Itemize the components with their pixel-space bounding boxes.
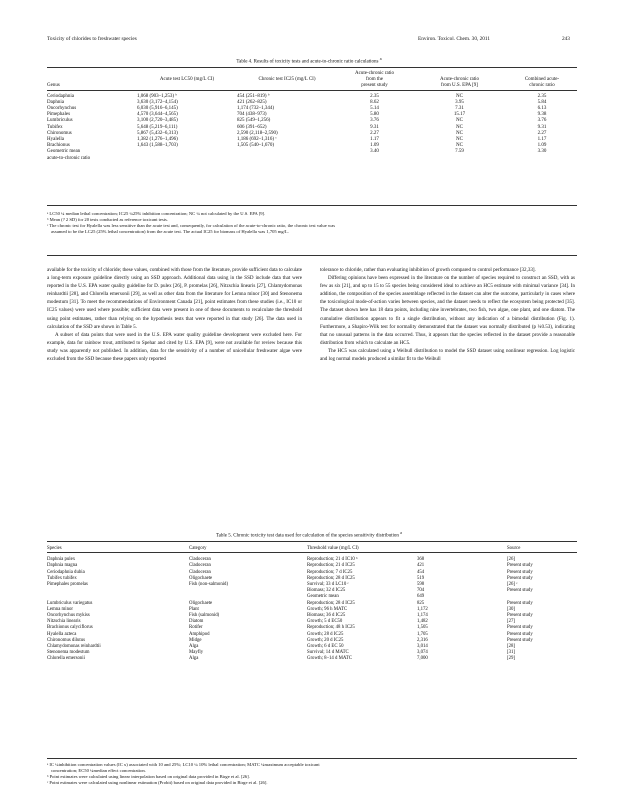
table4-cell-present: 8.62 bbox=[370, 99, 379, 105]
table5-cell-category: Cladoceran bbox=[189, 569, 211, 575]
table4-col-chronic: Chronic test IC25 (mg/L CI) bbox=[258, 77, 316, 83]
table5-cell-species: Hyalella azteca bbox=[47, 631, 77, 637]
table5-col-category: Category bbox=[189, 546, 207, 551]
table5-cell-species: Chlorella emersonii bbox=[47, 656, 85, 662]
table5-cell-threshold: Reproduction; 28 d IC25 bbox=[307, 575, 355, 581]
table5-cell-value: 421 bbox=[417, 563, 425, 569]
running-title: Toxicity of chlorides to freshwater species bbox=[47, 36, 137, 42]
table4-cell-genus: Ceriodaphnia bbox=[47, 93, 74, 99]
table4-cell-acute: 3,630 (3,172–4,154) bbox=[137, 99, 178, 105]
table4-cell-acute: 5,867 (5,432–6,313) bbox=[137, 130, 178, 136]
table5-cell-category: Oligochaete bbox=[189, 600, 213, 606]
body-paragraph: Differing opinions have been expressed in the literature on the number of species required to construct an SSD, with as few as six [21], and up to 15 to 55 species being considered ideal to achieve an HC5 estimate with minimal variance [34]. In addition, the composition of the species assemblage reflected in the dataset can alter the outcome, particularly in cases where the toxicological mode-of-action varies between species, and the dataset needs to reflect the ecosystem being protected [35]. The dataset shown here has 18 data points, including nine invertebrates, two fish, two algae, one plant, and one diatom. The cumulative distribution appears to fit a single distribution, without any indication of a bimodal distribution (Fig. 1). Furthermore, a Shapiro-Wilk test for normality demonstrated that the dataset was normally distributed (p ¼0.53), indicating that no unusual patterns in the data occurred. Thus, it appears that the species reflected in the dataset provide a reasonable distribution from which to calculate an HC5. bbox=[320, 275, 575, 346]
table4-cell-genus: Chironomus bbox=[47, 130, 72, 136]
table5-cell-category: Alga bbox=[189, 644, 199, 650]
table4-cell-genus: Oncorhynchus bbox=[47, 106, 77, 112]
table5-cell-category: Midge bbox=[189, 637, 202, 643]
journal-citation: Environ. Toxicol. Chem. 30, 2011 bbox=[418, 36, 491, 42]
table5-cell-category: Fish (salmonid) bbox=[189, 613, 220, 619]
table4-footnotes: ᵃ LC50 ¼ median lethal concentration; IC25 ¼25% inhibition concentration; NC ¼ not calculated by the U.S. EPA [9]. ᵇ Mean (? 2 SD) for 20 tests conducted as reference toxicant tests. ᶜ The chronic test for Hyalella was less sensitive than the acute test and, consequently, for calculation of the acute-to-chronic ratio, the chronic test value was assumed to be the LC25 (25% lethal concentration) from the acute test. The actual IC25 for biomass of Hyalella was 1,705 mg/L. bbox=[47, 211, 336, 234]
table5-cell-threshold: Survival; 33 d LC10 ᶜ bbox=[307, 582, 349, 588]
table4-cell-present: 2.27 bbox=[370, 130, 379, 136]
table4-cell-combined: 9.31 bbox=[537, 124, 547, 130]
table5-cell-source: Present study bbox=[507, 588, 533, 594]
table4-cell-combined: 1.09 bbox=[537, 143, 547, 149]
table4-cell-chronic: 1,174 (732–1,344) bbox=[237, 106, 275, 112]
table5-cell-threshold: Growth; 5 d EC50 bbox=[307, 619, 343, 625]
table4-col-acr-present: Acute-chronic ratio bbox=[354, 71, 394, 76]
table5-cell-species: Stenonema modestum bbox=[47, 650, 90, 656]
table5-cell-species: Lemna minor bbox=[47, 606, 73, 612]
table5-cell-value: 1,172 bbox=[417, 606, 428, 612]
table5-cell-source: [29] bbox=[507, 656, 515, 662]
body-paragraph: A subset of data points that were used in the U.S. EPA water quality guideline development were excluded here. For example, data for rainbow trout, attributed to Spehar and cited by U.S. EPA [9], were not available for review because this study was apparently not published. In addition, data for the sensitivity of a number of unicellular freshwater algae were excluded from the SSD because these papers only reported bbox=[47, 331, 302, 363]
table4-cell-epa: NC bbox=[456, 124, 463, 130]
table5-cell-value: 1,505 bbox=[417, 625, 428, 631]
table4-cell-genus: Pimephales bbox=[47, 112, 71, 118]
table5-cell-species: Nitzschia linearis bbox=[47, 619, 81, 625]
table4-bottom-rule bbox=[47, 205, 577, 206]
table4-cell-combined: 3.76 bbox=[537, 118, 547, 124]
table5-col-source: Source bbox=[507, 546, 521, 551]
table5-col-threshold: Threshold value (mg/L CI) bbox=[307, 546, 359, 551]
table5-cell-species: Daphnia magna bbox=[47, 563, 78, 569]
table4-cell-chronic: 704 (438–973) bbox=[237, 112, 267, 118]
table5-cell-species: Ceriodaphnia dubia bbox=[47, 569, 85, 575]
table4-body bbox=[47, 94, 577, 150]
table5-col-species: Species bbox=[47, 546, 62, 551]
table5-cell-threshold: Reproduction; 48 h IC25 bbox=[307, 625, 355, 631]
table4-cell-epa: NC bbox=[456, 118, 463, 124]
table5-cell-value: 1,174 bbox=[417, 613, 428, 619]
table5-cell-threshold: Reproduction; 21 d IC25 bbox=[307, 563, 355, 569]
table4-cell-combined: 9.38 bbox=[537, 112, 547, 118]
table5-cell-source: Present study bbox=[507, 600, 533, 606]
table5-cell-species: Brachionus calyciflorus bbox=[47, 625, 93, 631]
table5-cell-source: [27] bbox=[507, 619, 515, 625]
table5-cell-value: 704 bbox=[417, 588, 425, 594]
table5-cell-category: Mayfly bbox=[189, 650, 204, 656]
table4-cell-acute: 1,068 (903–1,253) ᵇ bbox=[137, 93, 177, 99]
table4-cell-acute: 1,382 (1,276–1,496) bbox=[137, 137, 178, 143]
table5-cell-threshold: Reproduction; 21 d IC10 ᵇ bbox=[307, 557, 358, 563]
table5-cell-source: Present study bbox=[507, 569, 533, 575]
table4-col-genus: Genus bbox=[47, 83, 60, 89]
table4-cell-genus: Tubifex bbox=[47, 124, 63, 130]
table4-cell-chronic: 1,505 (540–1,670) bbox=[237, 143, 275, 149]
table4-cell-acute: 3,100 (2,720–3,485) bbox=[137, 118, 178, 124]
table5-cell-threshold: Geometric mean bbox=[307, 594, 339, 600]
table5-cell-source: [26] ᶜ bbox=[507, 582, 518, 588]
table5-cell-category: Fish (non-salmonid) bbox=[189, 582, 229, 588]
table4-geomean-row: Geometric mean 3.40 7.59 3.30 bbox=[47, 149, 547, 155]
table5-cell-species: Oncorhynchus mykiss bbox=[47, 613, 90, 619]
table5-cell-value: 519 bbox=[417, 575, 425, 581]
table4-col-combined: Combined acute- bbox=[524, 77, 560, 83]
table4-cell-genus: Hyalella bbox=[47, 137, 64, 143]
table4-cell-genus: Brachionus bbox=[47, 143, 70, 149]
table5-row bbox=[47, 656, 577, 662]
table5-cell-category: Diatom bbox=[189, 619, 204, 625]
table5-cell-value: 1,482 bbox=[417, 619, 428, 625]
table5-cell-category: Alga bbox=[189, 656, 199, 662]
table5-cell-category: Oligochaete bbox=[189, 575, 213, 581]
table4-cell-present: 1.09 bbox=[370, 143, 379, 149]
table5-cell-source: [26] bbox=[507, 557, 515, 563]
table4-cell-present: 5.80 bbox=[370, 112, 379, 118]
table5-body bbox=[47, 557, 577, 662]
table5-cell-source: [31] bbox=[507, 650, 515, 656]
table5-cell-source: [28] bbox=[507, 644, 515, 650]
table4-top-rule bbox=[47, 67, 577, 68]
table4-cell-chronic: 825 (549–1,256) bbox=[237, 118, 271, 124]
table4-cell-chronic: 606 (391–652) bbox=[237, 124, 267, 130]
table5-cell-threshold: Growth; 20 d IC25 bbox=[307, 637, 344, 643]
table5-header-row bbox=[47, 546, 577, 553]
table5-cell-source: Present study bbox=[507, 575, 533, 581]
table4-cell-epa: NC bbox=[456, 137, 463, 143]
table5-cell-source: Present study bbox=[507, 613, 533, 619]
table4-cell-epa: NC bbox=[456, 93, 463, 99]
table5-cell-category: Rotifer bbox=[189, 625, 203, 631]
table5-top-rule bbox=[47, 541, 577, 542]
table4-cell-chronic: 454 (251–819) ᵇ bbox=[237, 93, 270, 99]
table5-cell-species: Tubifex tubifex bbox=[47, 575, 77, 581]
table5-cell-category: Cladoceran bbox=[189, 563, 211, 569]
table4-col-acr-epa: Acute-chronic ratio bbox=[439, 77, 479, 83]
table4-cell-acute: 1,643 (1,588–1,703) bbox=[137, 143, 178, 149]
table4-cell-present: 9.31 bbox=[370, 124, 379, 130]
table5-cell-value: 368 bbox=[417, 557, 425, 563]
table5-cell-threshold: Growth; 6 d EC 50 bbox=[307, 644, 344, 650]
table4-cell-combined: 5.84 bbox=[537, 99, 547, 105]
table4-header-row-2: Acute test LC50 (mg/L CI) Chronic test IC25 (mg/L CI) from the Acute-chronic ratio Combined acute- bbox=[47, 77, 577, 83]
table4-cell-acute: 4,570 (3,644–4,565) bbox=[137, 112, 178, 118]
table5-cell-threshold: Survival; 14 d MATC bbox=[307, 650, 349, 656]
table5-bottom-rule bbox=[47, 758, 577, 759]
table5-cell-source: Present study bbox=[507, 637, 533, 643]
table4-cell-epa: 3.95 bbox=[455, 99, 464, 105]
table5-cell-category: Plant bbox=[189, 606, 199, 612]
table5-cell-value: 7,000 bbox=[417, 656, 428, 662]
table5-cell-threshold: Reproduction; 7 d IC25 bbox=[307, 569, 353, 575]
table5-title: Table 5. Chronic toxicity test data used for calculation of the species sensitivity distribution $^a$ bbox=[215, 530, 403, 539]
table4-cell-combined: 2.35 bbox=[537, 93, 547, 99]
table4-cell-acute: 5,648 (5,219–6,111) bbox=[137, 124, 178, 130]
table5-cell-value: 825 bbox=[417, 600, 425, 606]
table4-cell-chronic: 1,186 (692–1,316) ᶜ bbox=[237, 137, 277, 143]
table5-cell-category: Amphipod bbox=[189, 631, 210, 637]
table5-cell-value: 598 bbox=[417, 582, 425, 588]
table4-cell-chronic: 2,590 (2,118–2,590) bbox=[237, 130, 278, 136]
table5-cell-species: Pimephales promelas bbox=[47, 582, 88, 588]
table5-cell-source: Present study bbox=[507, 563, 533, 569]
table5-cell-threshold: Reproduction; 28 d IC25 bbox=[307, 600, 355, 606]
table4-cell-epa: NC bbox=[456, 143, 463, 149]
table4: Acute-chronic ratio Acute test LC50 (mg/L CI) Chronic test IC25 (mg/L CI) from the Acute-chronic ratio Combined acute- Genus present study from U.S. EPA [9] chronic ratio Ceriodaphnia 1,068 (903–1,253) ᵇ 454 (251–819) ᵇ 2.35 NC 2.35 Daphnia 3,630 (3,172–4,154) 421 (262–825) 8.62 3.95 5.84 Oncorhynchus 6,030 (5,916–6,145) 1,174 (732–1,344) 5.14 7.31 6.13 Pimephales 4,570 (3,644–4,565) 704 (438–973) 5.80 15.17 9.38 Lumbriculus 3,100 (2,720–3,485) 825 (549–1,256) 3.76 NC 3.76 Tubifex 5,648 (5,219–6,111) 606 (391–652) 9.31 NC 9.31 Chironomus 5,867 (5,432–6,313) 2,590 (2,118–2,590) 2.27 NC 2.27 Hyalella 1,382 (1,276–1,496) 1,186 (692–1,316) ᶜ 1.17 NC 1.17 Brachionus 1,643 (1,588–1,703) 1,505 (540–1,670) 1.09 NC 1.09 Geometric mean 3.40 7.59 3.30 acute-to-chronic ratio bbox=[47, 71, 577, 162]
table4-cell-combined: 1.17 bbox=[537, 137, 547, 143]
table5-cell-source: Present study bbox=[507, 631, 533, 637]
page-number: 243 bbox=[562, 36, 570, 42]
body-paragraph: tolerance to chloride, rather than evaluating inhibition of growth compared to control performance [32,33]. bbox=[320, 267, 536, 273]
table4-cell-epa: 7.31 bbox=[455, 106, 464, 112]
table5-cell-category: Cladoceran bbox=[189, 557, 211, 563]
table4-cell-combined: 6.13 bbox=[537, 106, 547, 112]
table4-cell-present: 1.17 bbox=[370, 137, 379, 143]
table5-cell-value: 649 bbox=[417, 594, 425, 600]
table5 bbox=[47, 546, 577, 663]
table4-title: Table 4. Results of toxicity tests and acute-to-chronic ratio calculations $^a$ bbox=[236, 56, 382, 65]
table5-cell-value: 1,705 bbox=[417, 631, 428, 637]
table4-cell-present: 5.14 bbox=[370, 106, 379, 112]
table5-cell-threshold: Growth; 8–14 d MATC bbox=[307, 656, 352, 662]
table4-cell-genus: Lumbriculus bbox=[47, 118, 73, 124]
table5-cell-species: Lumbriculus variegatus bbox=[47, 600, 93, 606]
table4-cell-acute: 6,030 (5,916–6,145) bbox=[137, 106, 178, 112]
table5-cell-threshold: Biomass; 36 d IC25 bbox=[307, 613, 346, 619]
table5-footnotes: ᵃ IC ¼inhibition concentration values (IC x) associated with 10 and 25%; LC10 ¼ 10% lethal concentration; MATC ¼maximum acceptable toxicant concentration; EC50 ¼median effect concentration. ᵇ Point estimates were calculated using linear interpolation based on original data provided in Birge et al. [26]. ᶜ Point estimates were calculated using nonlinear estimation (Probit) based on original data provided in Birge et al. [26]. bbox=[47, 762, 320, 785]
body-left-column bbox=[47, 266, 302, 363]
body-paragraph: available for the toxicity of chloride; these values, combined with those from the literature, provide sufficient data to calculate a long-term exposure guideline directly using an SSD approach. Additional data using in the SSD include data that were reported in the U.S. EPA water quality guideline for D. pulex [26], P. promelas [26], Nitzschia linearis [27], Chlamydomonas reinhardtii [28], and Chlorella emersonii [29], as well as other data from the literature for Lemna minor [30] and Stenonema modestum [31]. To meet the recommendations of Environment Canada [21], point estimates from these studies (i.e., IC10 or IC25 values) were used where possible; sufficient data were present in one of these documents to recalculate the threshold using point estimates, rather than relying on the hypothesis tests that were reported in that study [26]. The data used in calculation of the SSD are shown in Table 5. bbox=[47, 267, 302, 330]
table4-header-row-3: Genus present study from U.S. EPA [9] chronic ratio bbox=[47, 83, 555, 89]
table5-cell-species: Daphnia pulex bbox=[47, 557, 76, 563]
table4-cell-present: 2.35 bbox=[370, 93, 379, 99]
table5-cell-value: 454 bbox=[417, 569, 425, 575]
table4-cell-combined: 2.27 bbox=[537, 130, 547, 136]
table5-cell-species: Chironomus dilutus bbox=[47, 637, 85, 643]
table5-cell-threshold: Biomass; 32 d IC25 bbox=[307, 588, 346, 594]
table5-cell-value: 2,316 bbox=[417, 637, 428, 643]
table4-cell-present: 3.76 bbox=[370, 118, 379, 124]
table4-cell-epa: NC bbox=[456, 130, 463, 136]
table4-cell-epa: 15.17 bbox=[453, 112, 466, 118]
table4-col-acute: Acute test LC50 (mg/L CI) bbox=[159, 77, 215, 83]
table5-cell-source: [30] bbox=[507, 606, 515, 612]
table5-cell-threshold: Growth; 28 d IC25 bbox=[307, 631, 344, 637]
table5-cell-species: Chlamydomonas reinhardtii bbox=[47, 644, 101, 650]
table5-cell-threshold: Growth; 96 h MATC bbox=[307, 606, 348, 612]
table5-cell-value: 3,074 bbox=[417, 650, 428, 656]
table4-cell-genus: Daphnia bbox=[47, 99, 64, 105]
table5-cell-source: Present study bbox=[507, 625, 533, 631]
body-right-column bbox=[320, 266, 575, 363]
table4-cell-chronic: 421 (262–825) bbox=[237, 99, 267, 105]
table5-cell-value: 3,014 bbox=[417, 644, 428, 650]
body-paragraph: The HC5 was calculated using a Weibull distribution to model the SSD dataset using nonlinear regression. Log logistic and log normal models produced a similar fit to the Weibull bbox=[320, 347, 575, 363]
section-divider bbox=[47, 255, 577, 256]
